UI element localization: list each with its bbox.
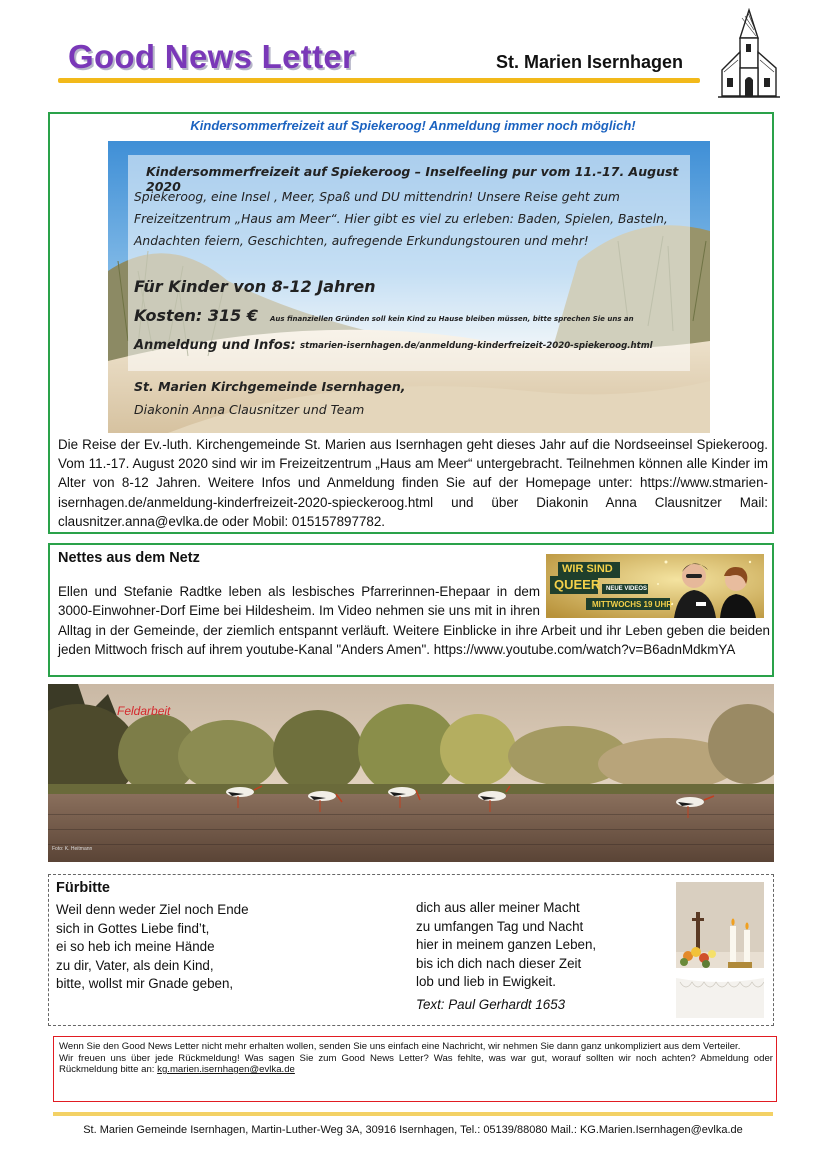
flyer-title: Kindersommerfreizeit auf Spiekeroog – Inselfeeling pur vom 11.-17. August 2020	[146, 164, 679, 194]
flyer-sender-1: St. Marien Kirchgemeinde Isernhagen,	[134, 379, 406, 394]
prayer-right-column	[416, 899, 596, 992]
prayer-line: Weil denn weder Ziel noch Ende	[56, 902, 249, 917]
flyer-registration-url: stmarien-isernhagen.de/anmeldung-kinderfreizeit-2020-spiekeroog.html	[300, 341, 653, 351]
net-description	[58, 582, 770, 659]
prayer-line: ei so heb ich meine Hände	[56, 939, 215, 955]
prayer-line: sich in Gottes Liebe find’t,	[56, 920, 210, 936]
notice-email-link[interactable]: kg.marien.isernhagen@evlka.de	[157, 1064, 295, 1076]
church-icon	[718, 8, 780, 100]
flyer-cost: Kosten: 315 €	[134, 306, 258, 325]
header-divider	[58, 78, 700, 83]
net-heading: Nettes aus dem Netz	[58, 550, 200, 566]
newsletter-title: Good News Letter	[68, 38, 356, 75]
prayer-line: bis ich dich nach dieser Zeit	[416, 955, 582, 971]
prayer-citation: Text: Paul Gerhardt 1653	[416, 997, 566, 1012]
notice-text	[59, 1041, 773, 1076]
flyer-sender-2: Diakonin Anna Clausnitzer und Team	[134, 402, 365, 417]
altar-candles-photo	[676, 882, 764, 1018]
notice-line-2	[59, 1053, 773, 1076]
banner-spacer	[540, 582, 770, 618]
prayer-line: zu dir, Vater, als dein Kind,	[56, 957, 214, 973]
flyer-cost-note: Aus finanziellen Gründen soll kein Kind zu Hause bleiben müssen, bitte sprechen Sie uns an	[270, 315, 634, 323]
camp-heading: Kindersommerfreizeit auf Spiekeroog! Anmeldung immer noch möglich!	[190, 118, 636, 133]
notice-line-2-text: Wir freuen uns über jede Rückmeldung! Was sagen Sie zum Good News Letter? Was fehlte, was war gut, worauf sollten wir noch achten? Abmeldung oder Rückmeldung bitte an:	[59, 1052, 773, 1076]
notice-line-1: Wenn Sie den Good News Letter nicht mehr erhalten wollen, senden Sie uns einfach eine Nachricht, wir nehmen Sie dann ganz unkompliziert aus dem Verteiler.	[59, 1041, 741, 1052]
net-text: Ellen und Stefanie Radtke leben als lesbisches Pfarrerinnen-Ehepaar in dem 3000-Einwohner-Dorf Eime bei Hildesheim. Im Video nehmen sie uns mit in ihren Alltag in der Gemeinde, der ziemlich entspannt verläuft. Weitere Einblicke in ihre Arbeit und ihr Leben geben die beiden jeden Mittwoch frisch auf ihrem youtube-Kanal "Anders Amen". https://www.youtube.com/watch?v=B6adnMdkmYA	[58, 584, 770, 657]
prayer-line: zu umfangen Tag und Nacht	[416, 918, 584, 934]
banner-tag-2: MITTWOCHS 19 UHR	[592, 600, 672, 609]
flyer-body: Spiekeroog, eine Insel , Meer, Spaß und DU mittendrin! Unsere Reise geht zum Freizeitzentrum „Haus am Meer“. Hier gibt es viel zu erleben: Baden, Spielen, Basteln, Andachten feiern, Geschichten, aufregende Erkundungstouren und mehr!	[134, 190, 668, 248]
flyer-age: Für Kinder von 8-12 Jahren	[134, 277, 376, 296]
footer-address: St. Marien Gemeinde Isernhagen, Martin-Luther-Weg 3A, 30916 Isernhagen, Tel.: 05139/88080 Mail.: KG.Marien.Isernhagen@evlka.de	[83, 1124, 743, 1136]
prayer-line: hier in meinem ganzen Leben,	[416, 937, 597, 953]
flyer-registration-label: Anmeldung und Infos:	[134, 338, 296, 353]
prayer-line: bitte, wollst mir Gnade geben,	[56, 976, 234, 992]
banner-line-1: WIR SIND	[562, 563, 613, 575]
photo-credit: Foto: K. Heitmann	[52, 846, 93, 852]
banner-tag-1: NEUE VIDEOS	[606, 586, 648, 592]
footer-divider	[53, 1112, 773, 1116]
camp-description: Die Reise der Ev.-luth. Kirchengemeinde St. Marien aus Isernhagen geht dieses Jahr auf die Nordseeinsel Spiekeroog. Vom 11.-17. August 2020 sind wir im Freizeitzentrum „Haus am Meer“ untergebracht. Teilnehmen können alle Kinder im Alter von 8-12 Jahren. Weitere Infos und Anmeldung finden Sie auf der Homepage unter: https://www.stmarien-isernhagen.de/anmeldung-kinderfreizeit-2020-spieckeroog.html und über Diakonin Anna Clausnitzer Mail: clausnitzer.anna@evlka.de oder Mobil: 015157897782.	[58, 437, 768, 529]
photo-caption: Feldarbeit	[117, 704, 171, 718]
prayer-heading: Fürbitte	[56, 880, 110, 896]
banner-line-2: QUEER	[554, 577, 601, 592]
camp-flyer-image	[108, 141, 710, 433]
prayer-line: dich aus aller meiner Macht	[416, 900, 580, 915]
parish-name: St. Marien Isernhagen	[496, 52, 684, 72]
prayer-left-column	[56, 901, 249, 994]
prayer-line: lob und lieb in Ewigkeit.	[416, 974, 556, 990]
